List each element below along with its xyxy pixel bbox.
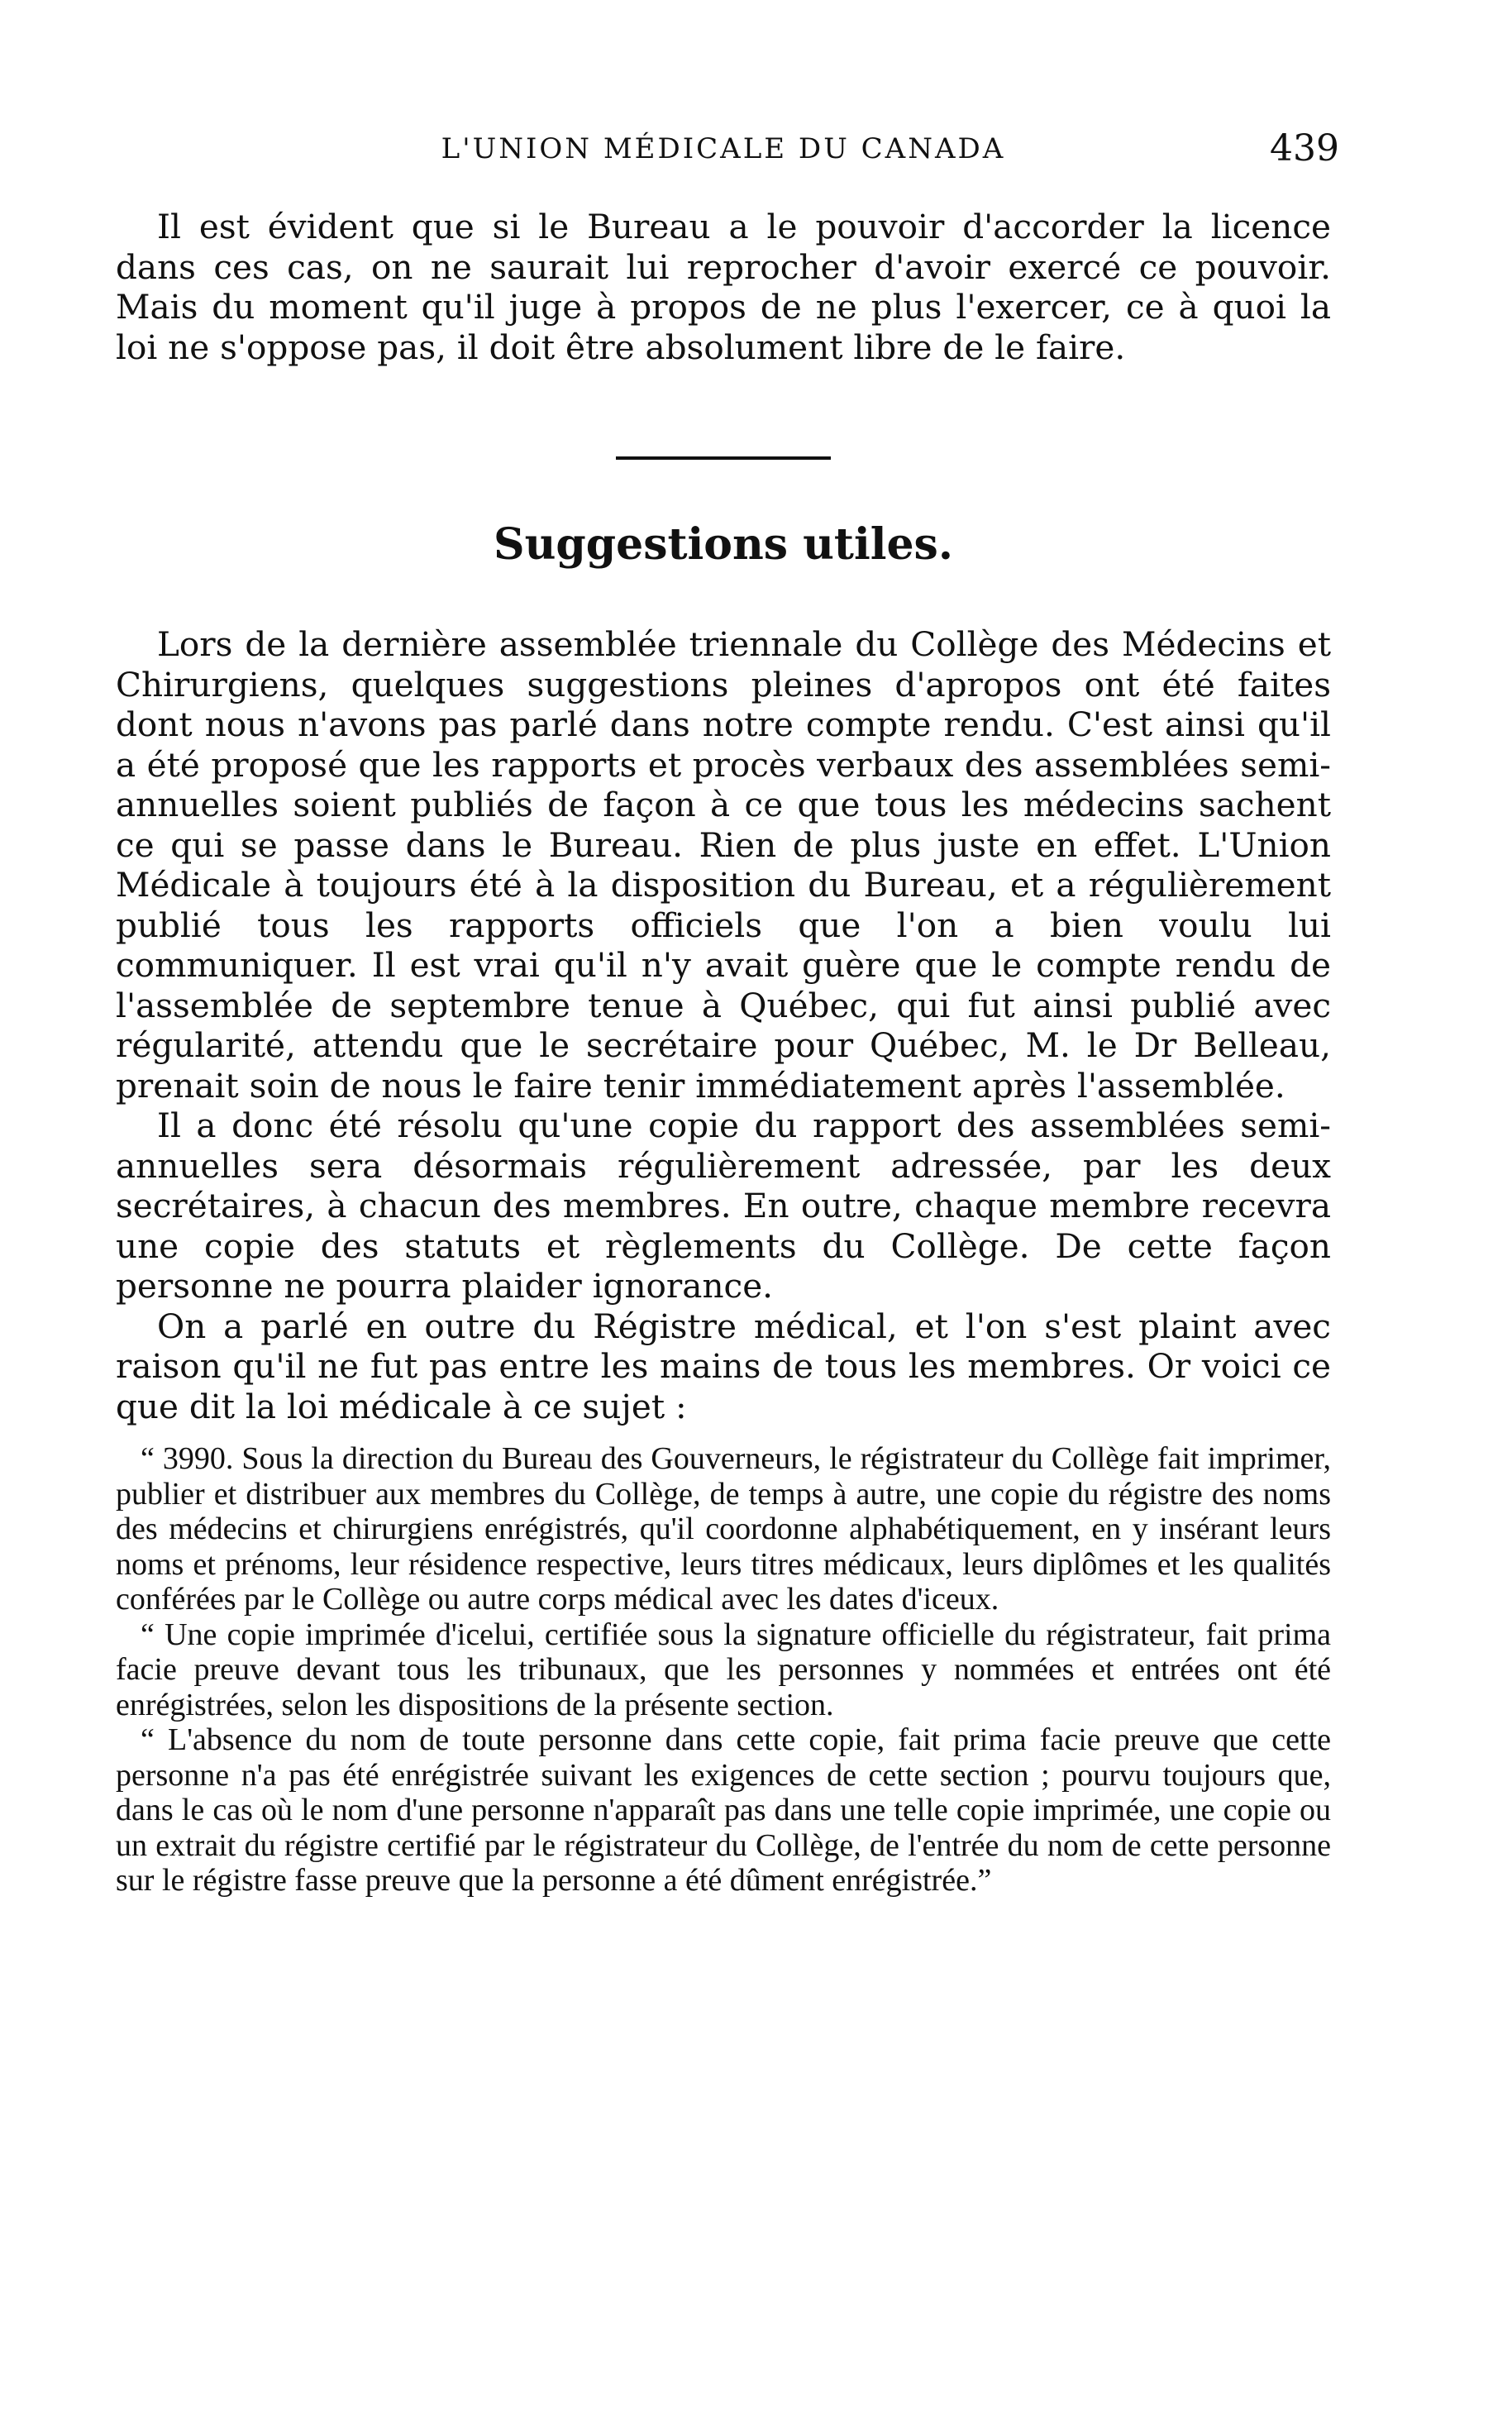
body-paragraph: Lors de la dernière assemblée triennale du Collège des Médecins et Chirurgiens, quelques suggestions pleines d'apropos ont été faites dont nous n'avons pas parlé dans notre compte rendu. C'est ainsi qu'il a été proposé que les rapports et procès verbaux des assemblées semi-annuelles soient publiés de façon à ce que tous les médecins sachent ce qui se passe dans le Bureau. Rien de plus juste en effet. L'Union Médicale à toujours été à la disposition du Bureau, et a régulièrement publié tous les rapports officiels que l'on a bien voulu lui communiquer. Il est vrai qu'il n'y avait guère que le compte rendu de l'assemblée de septembre tenue à Québec, qui fut ainsi publié avec régularité, attendu que le secrétaire pour Québec, M. le Dr Belleau, prenait soin de nous le faire tenir immédiatement après l'assemblée. <box>116 624 1331 1106</box>
running-title: L'UNION MÉDICALE DU CANADA <box>441 132 1006 165</box>
law-quote: “ L'absence du nom de toute personne dans cette copie, fait prima facie preuve que cette personne n'a pas été enrégistrée suivant les exigences de cette section ; pourvu toujours que, dans le cas où le nom d'une personne n'apparaît pas dans une telle copie imprimée, une copie ou un extrait du régistre certifié par le régistrateur du Collège, de l'entrée du nom de cette personne sur le régistre fasse preuve que la personne a été dûment enrégistrée.” <box>116 1722 1331 1898</box>
law-quote: “ Une copie imprimée d'icelui, certifiée sous la signature officielle du régistrateur, fait prima facie preuve devant tous les tribunaux, que les personnes y nommées et entrées ont été enrégistrées, selon les dispositions de la présente section. <box>116 1617 1331 1722</box>
page-number: 439 <box>1270 127 1339 170</box>
body-paragraph: Il a donc été résolu qu'une copie du rapport des assemblées semi-annuelles sera désormais régulièrement adressée, par les deux secrétaires, à chacun des membres. En outre, chaque membre recevra une copie des statuts et règlements du Collège. De cette façon personne ne pourra plaider ignorance. <box>116 1106 1331 1306</box>
intro-paragraph: Il est évident que si le Bureau a le pouvoir d'accorder la licence dans ces cas, on ne saurait lui reprocher d'avoir exercé ce pouvoir. Mais du moment qu'il juge à propos de ne plus l'exercer, ce à quoi la loi ne s'oppose pas, il doit être absolument libre de le faire. <box>116 207 1331 367</box>
law-quote: “ 3990. Sous la direction du Bureau des Gouverneurs, le régistrateur du Collège fait imprimer, publier et distribuer aux membres du Collège, de temps à autre, une copie du régistre des noms des médecins et chirurgiens enrégistrés, qu'il coordonne alphabétiquement, en y insérant leurs noms et prénoms, leur résidence respective, leurs titres médicaux, leurs diplômes et les qualités conférées par le Collège ou autre corps médical avec les dates d'iceux. <box>116 1441 1331 1617</box>
journal-page <box>116 124 1339 1899</box>
section-title: Suggestions utiles. <box>494 519 953 570</box>
running-header <box>116 124 1339 174</box>
body-paragraph: On a parlé en outre du Régistre médical, et l'on s'est plaint avec raison qu'il ne fut pas entre les mains de tous les membres. Or voici ce que dit la loi médicale à ce sujet : <box>116 1306 1331 1426</box>
section-divider <box>616 456 831 460</box>
